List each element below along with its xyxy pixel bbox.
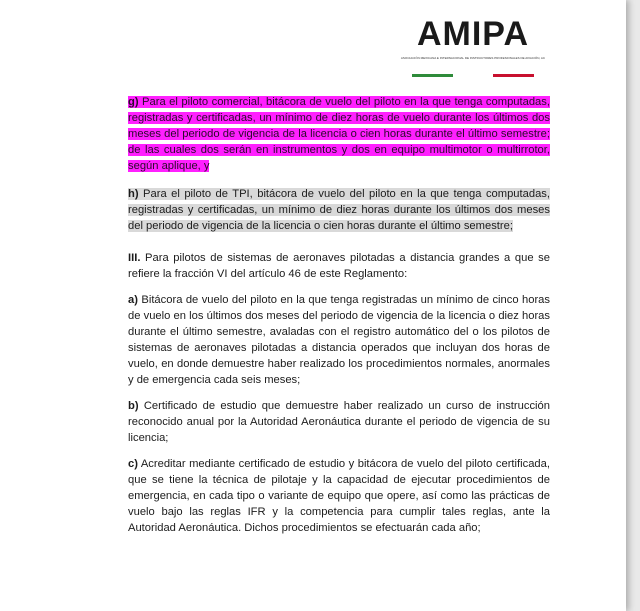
document-body — [128, 94, 550, 546]
paragraph-text: Bitácora de vuelo del piloto en la que tenga registradas un mínimo de cinco horas de vuelo en los últimos dos meses del periodo de vigencia de la licencia o diez horas durante el último semestre, avaladas con el registro automático del o los pilotos de sistemas de aeronaves pilotadas a distancia operados que incluyan dos horas de vuelo, en donde demuestre haber realizado los procedimientos normales, anormales y de emergencia cada seis meses; — [128, 294, 550, 386]
logo-text: AMIPA — [416, 15, 530, 53]
paragraph-marker: a) — [128, 294, 138, 306]
logo-flag-stripe — [412, 64, 534, 67]
highlight-magenta — [128, 96, 550, 172]
paragraph-marker: III. — [128, 252, 141, 264]
paragraph-marker: h) — [128, 188, 139, 200]
paragraph-a — [128, 292, 550, 388]
paragraph-b — [128, 398, 550, 446]
paragraph-text: Para el piloto comercial, bitácora de vuelo del piloto en la que tenga computadas, registradas y certificadas, un mínimo de diez horas de vuelo durante los últimos dos meses del periodo de vigencia de la licencia o cien horas durante el último semestre; de las cuales dos serán en instrumentos y dos en equipo multimotor o multirrotor, según aplique, y — [128, 96, 550, 172]
logo-subtitle: ASOCIACIÓN MEXICANA E INTERNACIONAL DE INSTRUCTORES PROFESIONALES DE AVIACIÓN, AC — [400, 56, 546, 60]
paragraph-marker: g) — [128, 96, 139, 108]
paragraph-iii — [128, 250, 550, 282]
paragraph-text: Acreditar mediante certificado de estudio y bitácora de vuelo del piloto certificada, que se tiene la técnica de pilotaje y la capacidad de ejecutar procedimientos de emergencia, en cada tipo o variante de equipo que opere, así como las prácticas de vuelo bajo las reglas IFR y la competencia para cumplir tales reglas, ante la Autoridad Aeronáutica. Dichos procedimientos se efectuarán cada año; — [128, 458, 550, 534]
paragraph-marker: c) — [128, 458, 138, 470]
paragraph-marker: b) — [128, 400, 139, 412]
paragraph-text: Certificado de estudio que demuestre haber realizado un curso de instrucción reconocido anual por la Autoridad Aeronáutica durante el periodo de vigencia de su licencia; — [128, 400, 550, 444]
highlight-grey — [128, 188, 550, 232]
paragraph-h — [128, 186, 550, 234]
amipa-logo — [398, 14, 548, 70]
paragraph-text: Para pilotos de sistemas de aeronaves pilotadas a distancia grandes a que se refiere la fracción VI del artículo 46 de este Reglamento: — [128, 252, 550, 280]
paragraph-text: Para el piloto de TPI, bitácora de vuelo del piloto en la que tenga computadas, registradas y certificadas, un mínimo de diez horas durante los últimos dos meses del periodo de vigencia de la licencia o cien horas durante el último semestre; — [128, 188, 550, 232]
paragraph-c — [128, 456, 550, 536]
paragraph-g — [128, 94, 550, 174]
